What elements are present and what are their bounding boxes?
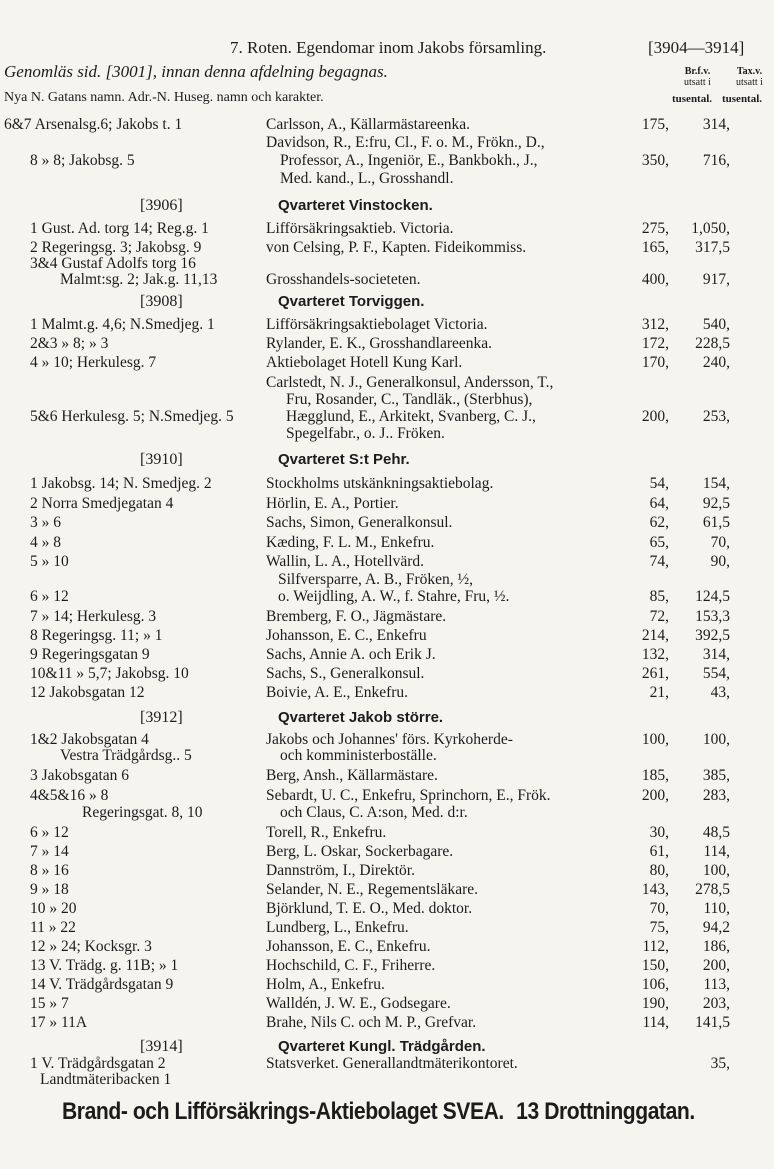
table-row: 13 V. Trädg. g. 11B; » 1 Hochschild, C. F., Friherre. 150, 200, xyxy=(30,957,730,974)
table-row: 4 » 10; Herkulesg. 7 Aktiebolaget Hotell Kung Karl. 170, 240, xyxy=(30,354,730,371)
table-row: Vestra Trädgårdsg.. 5 och komministerboställe. xyxy=(60,747,437,764)
table-row: 8 » 16 Dannström, I., Direktör. 80, 100, xyxy=(30,862,730,879)
table-row: 3 » 6 Sachs, Simon, Generalkonsul. 62, 61,5 xyxy=(30,514,730,531)
table-row: 3 Jakobsgatan 6 Berg, Ansh., Källarmästare. 185, 385, xyxy=(30,767,730,784)
table-row: Landtmäteribacken 1 xyxy=(40,1071,172,1088)
table-row: 8 » 8; Jakobsg. 5 Professor, A., Ingeniör, E., Bankbokh., J., 350, 716, xyxy=(30,152,730,169)
section-heading: [3906] Qvarteret Vinstocken. xyxy=(140,197,433,214)
table-row: 6 » 12 Torell, R., Enkefru. 30, 48,5 xyxy=(30,824,730,841)
advertisement-address: 13 Drottninggatan. xyxy=(516,1098,695,1125)
section-heading: [3912] Qvarteret Jakob större. xyxy=(140,709,444,726)
table-row: 1 V. Trädgårdsgatan 2 Statsverket. Generallandtmäterikontoret. 35, xyxy=(30,1055,730,1072)
table-row: 5 » 10 Wallin, L. A., Hotellvärd. 74, 90, xyxy=(30,553,730,570)
table-row: Silfversparre, A. B., Fröken, ½, xyxy=(278,571,474,588)
table-row: 4 » 8 Kæding, F. L. M., Enkefru. 65, 70, xyxy=(30,534,730,551)
table-row: Malmt:sg. 2; Jak.g. 11,13 Grosshandels-societeten. 400, 917, xyxy=(60,271,730,288)
table-row: 3&4 Gustaf Adolfs torg 16 xyxy=(30,255,196,272)
table-row: 6&7 Arsenalsg.6; Jakobs t. 1 Carlsson, A., Källarmästareenka. 175, 314, xyxy=(4,116,730,133)
table-row: 1 Malmt.g. 4,6; N.Smedjeg. 1 Lifförsäkringsaktiebolaget Victoria. 312, 540, xyxy=(30,316,730,333)
table-row: 9 » 18 Selander, N. E., Regementsläkare. 143, 278,5 xyxy=(30,881,730,898)
table-row: 9 Regeringsgatan 9 Sachs, Annie A. och Erik J. 132, 314, xyxy=(30,646,730,663)
table-row: 6 » 12 o. Weijdling, A. W., f. Stahre, Fru, ½. 85, 124,5 xyxy=(30,588,730,605)
table-row: 1&2 Jakobsgatan 4 Jakobs och Johannes' förs. Kyrkoherde- 100, 100, xyxy=(30,731,730,748)
column-header-taxering: Tax.v. utsatt i xyxy=(736,66,763,88)
section-heading: [3914] Qvarteret Kungl. Trädgården. xyxy=(140,1038,486,1055)
table-row: 11 » 22 Lundberg, L., Enkefru. 75, 94,2 xyxy=(30,919,730,936)
table-row: 1 Gust. Ad. torg 14; Reg.g. 1 Lifförsäkringsaktieb. Victoria. 275, 1,050, xyxy=(30,220,730,237)
column-header-brandforsakring: Br.f.v. utsatt i xyxy=(684,66,711,88)
section-heading: [3908] Qvarteret Torviggen. xyxy=(140,293,425,310)
column-header-left: Nya N. Gatans namn. Adr.-N. Huseg. namn och karakter. xyxy=(4,90,324,105)
page-title: 7. Roten. Egendomar inom Jakobs församling. xyxy=(230,38,547,57)
table-row: Carlstedt, N. J., Generalkonsul, Andersson, T., xyxy=(266,374,554,391)
table-row: 10 » 20 Björklund, T. E. O., Med. doktor. 70, 110, xyxy=(30,900,730,917)
section-heading: [3910] Qvarteret S:t Pehr. xyxy=(140,451,410,468)
table-row: Davidson, R., E:fru, Cl., F. o. M., Frökn., D., xyxy=(266,134,545,151)
advertisement-banner xyxy=(62,1098,695,1126)
table-row: 12 » 24; Kocksgr. 3 Johansson, E. C., Enkefru. 112, 186, xyxy=(30,938,730,955)
table-row: Fru, Rosander, C., Tandläk., (Sterbhus), xyxy=(286,391,533,408)
table-row: 7 » 14; Herkulesg. 3 Bremberg, F. O., Jägmästare. 72, 153,3 xyxy=(30,608,730,625)
table-row: 17 » 11A Brahe, Nils C. och M. P., Grefvar. 114, 141,5 xyxy=(30,1014,730,1031)
table-row: 10&11 » 5,7; Jakobsg. 10 Sachs, S., Generalkonsul. 261, 554, xyxy=(30,665,730,682)
column-unit-brandforsakring: tusental. xyxy=(672,93,713,105)
table-row: 5&6 Herkulesg. 5; N.Smedjeg. 5 Hægglund, E., Arkitekt, Svanberg, C. J., 200, 253, xyxy=(30,408,730,425)
usage-note: Genomläs sid. [3001], innan denna afdelning begagnas. xyxy=(4,62,388,81)
table-row: 8 Regeringsg. 11; » 1 Johansson, E. C., Enkefru 214, 392,5 xyxy=(30,627,730,644)
page-range: [3904—3914] xyxy=(648,38,745,57)
table-row: 4&5&16 » 8 Sebardt, U. C., Enkefru, Sprinchorn, E., Frök. 200, 283, xyxy=(30,787,730,804)
table-row: 12 Jakobsgatan 12 Boivie, A. E., Enkefru. 21, 43, xyxy=(30,684,730,701)
table-row: Spegelfabr., o. J.. Fröken. xyxy=(286,425,445,442)
table-row: 1 Jakobsg. 14; N. Smedjeg. 2 Stockholms utskänkningsaktiebolag. 54, 154, xyxy=(30,475,730,492)
table-row: Regeringsgat. 8, 10 och Claus, C. A:son, Med. d:r. xyxy=(82,804,468,821)
table-row: 7 » 14 Berg, L. Oskar, Sockerbagare. 61, 114, xyxy=(30,843,730,860)
table-row: 15 » 7 Walldén, J. W. E., Godsegare. 190, 203, xyxy=(30,995,730,1012)
advertisement-company: Brand- och Lifförsäkrings-Aktiebolaget SVEA. xyxy=(62,1098,504,1125)
table-row: 14 V. Trädgårdsgatan 9 Holm, A., Enkefru. 106, 113, xyxy=(30,976,730,993)
table-row: 2 Regeringsg. 3; Jakobsg. 9 von Celsing, P. F., Kapten. Fideikommiss. 165, 317,5 xyxy=(30,239,730,256)
table-row: 2&3 » 8; » 3 Rylander, E. K., Grosshandlareenka. 172, 228,5 xyxy=(30,335,730,352)
column-unit-taxering: tusental. xyxy=(722,93,763,105)
table-row: Med. kand., L., Grosshandl. xyxy=(280,170,454,187)
table-row: 2 Norra Smedjegatan 4 Hörlin, E. A., Portier. 64, 92,5 xyxy=(30,495,730,512)
